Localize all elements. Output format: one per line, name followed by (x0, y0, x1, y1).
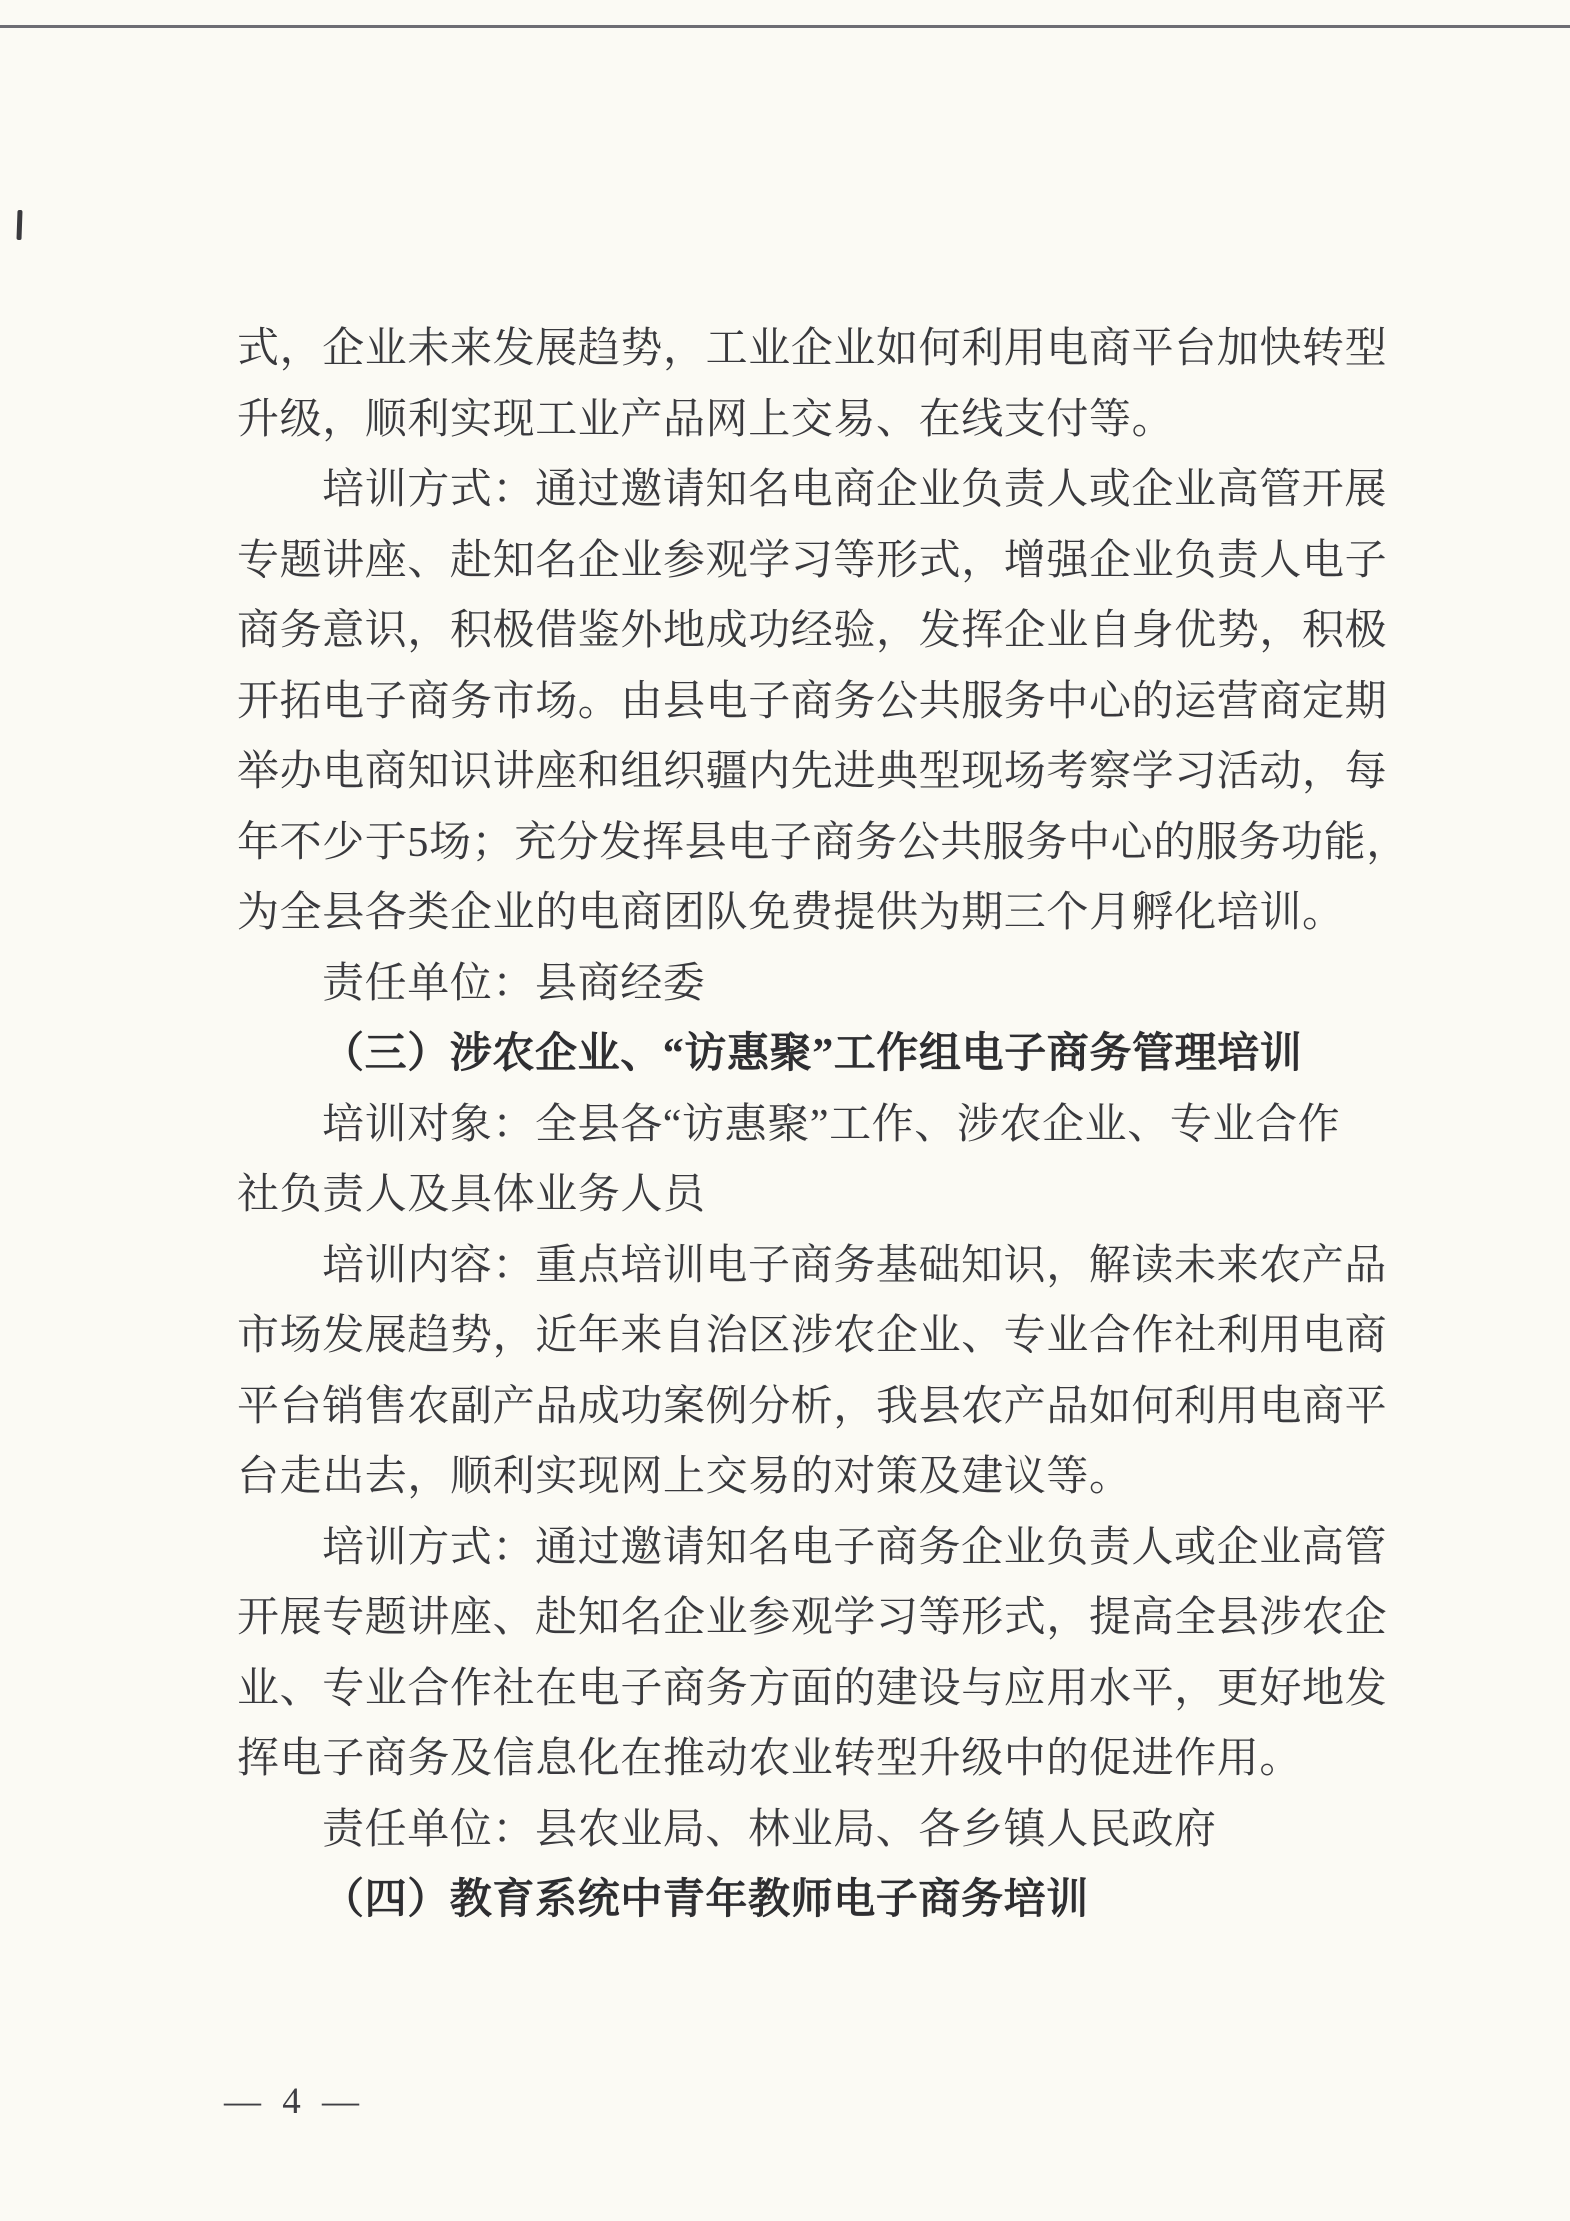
text-line: 市场发展趋势，近年来自治区涉农企业、专业合作社利用电商 (237, 1313, 1388, 1359)
text-line: 式，企业未来发展趋势，工业企业如何利用电商平台加快转型 (237, 326, 1388, 372)
scan-top-line (0, 25, 1570, 28)
text-line: 平台销售农副产品成功案例分析，我县农产品如何利用电商平 (237, 1383, 1388, 1430)
text-line: 年不少于5场；充分发挥县电子商务公共服务中心的服务功能， (237, 819, 1409, 866)
scan-edge-artifact (16, 210, 22, 240)
text-line: 社负责人及具体业务人员 (237, 1172, 706, 1218)
text-line: 责任单位：县商经委 (322, 960, 706, 1007)
text-line: 开拓电子商务市场。由县电子商务公共服务中心的运营商定期 (237, 678, 1388, 725)
document-body (237, 314, 1412, 1936)
section-heading-line: （四）教育系统中青年教师电子商务培训 (322, 1877, 1089, 1923)
text-line: 专题讲座、赴知名企业参观学习等形式，增强企业负责人电子 (237, 537, 1388, 584)
page-number: — 4 — (224, 2081, 365, 2122)
text-line: 培训方式：通过邀请知名电商企业负责人或企业高管开展 (322, 467, 1388, 513)
text-line: 开展专题讲座、赴知名企业参观学习等形式，提高全县涉农企 (237, 1595, 1388, 1641)
text-line: 商务意识，积极借鉴外地成功经验，发挥企业自身优势，积极 (237, 608, 1388, 654)
text-line: 培训对象：全县各“访惠聚”工作、涉农企业、专业合作 (322, 1101, 1341, 1148)
text-line: 培训内容：重点培训电子商务基础知识，解读未来农产品 (322, 1242, 1388, 1289)
text-line: 升级，顺利实现工业产品网上交易、在线支付等。 (237, 396, 1175, 443)
text-line: 举办电商知识讲座和组织疆内先进典型现场考察学习活动，每 (237, 749, 1388, 795)
text-line: 业、专业合作社在电子商务方面的建设与应用水平，更好地发 (237, 1665, 1388, 1712)
text-line: 为全县各类企业的电商团队免费提供为期三个月孵化培训。 (237, 890, 1345, 936)
section-heading-line: （三）涉农企业、“访惠聚”工作组电子商务管理培训 (322, 1031, 1303, 1077)
text-line: 培训方式：通过邀请知名电子商务企业负责人或企业高管 (322, 1524, 1388, 1571)
text-line: 责任单位：县农业局、林业局、各乡镇人民政府 (322, 1806, 1217, 1853)
text-line: 挥电子商务及信息化在推动农业转型升级中的促进作用。 (237, 1736, 1303, 1782)
text-line: 台走出去，顺利实现网上交易的对策及建议等。 (237, 1454, 1132, 1500)
